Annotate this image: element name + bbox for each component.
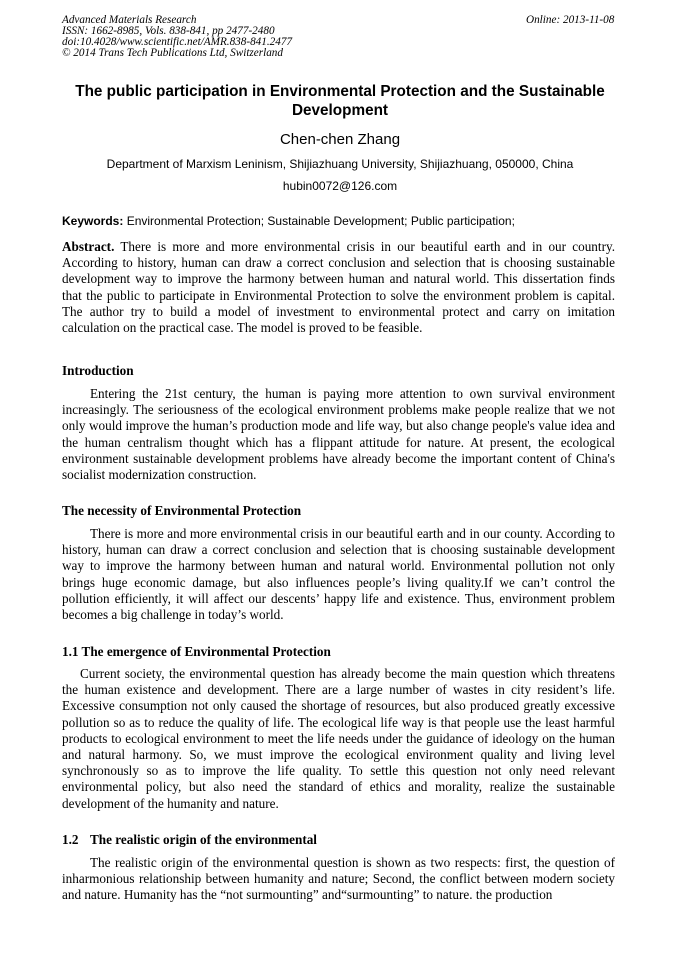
section-heading-1-1: [62, 644, 331, 660]
section-number: 1.1: [62, 644, 79, 659]
author-email: hubin0072@126.com: [282, 179, 398, 193]
author-affiliation: Department of Marxism Leninism, Shijiazhuang University, Shijiazhuang, 050000, China: [106, 157, 574, 171]
section-heading-necessity: The necessity of Environmental Protection: [62, 503, 302, 518]
keywords: [62, 213, 515, 229]
section-number: 1.2: [62, 832, 79, 847]
paragraph: Entering the 21st century, the human is paying more attention to own survival environment increasingly. The seriousness of the ecological environment problems make people realize that we not only would improve the human’s production mode and life way, but also change people's value idea and the human centralism thought which has a flippant attitude for nature. At present, the ecological environment sustainable development problems have already become the important content of China's socialist modernization construction.: [62, 386, 615, 483]
copyright-line: © 2014 Trans Tech Publications Ltd, Switzerland: [62, 47, 283, 59]
keywords-list: Environmental Protection; Sustainable Development; Public participation;: [123, 214, 515, 228]
section-body-introduction: [62, 386, 615, 483]
section-title: The emergence of Environmental Protection: [81, 644, 331, 659]
section-title: The realistic origin of the environmental: [90, 832, 317, 847]
abstract-text: There is more and more environmental crisis in our beautiful earth and in our country. According to history, human can draw a correct conclusion and selection that is choosing sustainable development way to improve the harmony between human and natural world. This dissertation finds that the public to participate in Environmental Protection to solve the environment problem is capital. The author try to build a model of investment to environmental protect and carry on imitation calculation on the practical case. The model is proved to be feasible.: [62, 239, 615, 336]
author-name: Chen-chen Zhang: [279, 131, 401, 148]
paragraph: The realistic origin of the environmental question is shown as two respects: first, the question of inharmonious relationship between humanity and nature; Second, the conflict between modern society and nature. Humanity has the “not surmounting” and“surmounting” to nature. the production: [62, 855, 615, 903]
doi-line: doi:10.4028/www.scientific.net/AMR.838-841.2477: [62, 36, 293, 48]
abstract-label: Abstract.: [62, 239, 115, 254]
journal-name: Advanced Materials Research: [62, 14, 197, 26]
paragraph: There is more and more environmental crisis in our beautiful earth and in our county. According to history, human can draw a correct conclusion and selection that is choosing sustainable development way to improve the harmony between human and natural world. Environmental pollution not only brings huge economic damage, but also influences people’s living quality.If we can’t control the pollution efficiently, it will affect our descents’ happy life and existence. Thus, environment problem becomes a big challenge in today’s world.: [62, 526, 615, 623]
section-body-1-2: [62, 855, 615, 904]
issn-line: ISSN: 1662-8985, Vols. 838-841, pp 2477-2480: [62, 25, 275, 37]
section-heading-1-2: [62, 832, 317, 848]
abstract: [62, 239, 615, 336]
paragraph: Current society, the environmental question has already become the main question which threatens the human existence and development. There are a large number of wastes in city resident’s life. Excessive consumption not only caused the shortage of resources, but also produced greatly excessive pollution so as to reduce the quality of life. The ecological life way is that people use the least harmful products to ecological environment to meet the life needs under the guidance of ideology on the human and natural harmony. So, we must improve the ecological environment quality and living level synchronously so as to improve the life quality. To settle this question not only need relevant environmental policy, but also need the standard of ethics and morality, realize the sustainable development of the humanity and nature.: [62, 666, 615, 811]
paper-title: The public participation in Environmental Protection and the Sustainable Development: [75, 83, 605, 119]
journal-header: [62, 15, 292, 59]
keywords-label: Keywords:: [62, 214, 124, 228]
online-date: Online: 2013-11-08: [526, 14, 615, 26]
section-body-1-1: [62, 666, 615, 812]
section-body-necessity: [62, 526, 615, 623]
section-heading-introduction: Introduction: [62, 363, 134, 378]
